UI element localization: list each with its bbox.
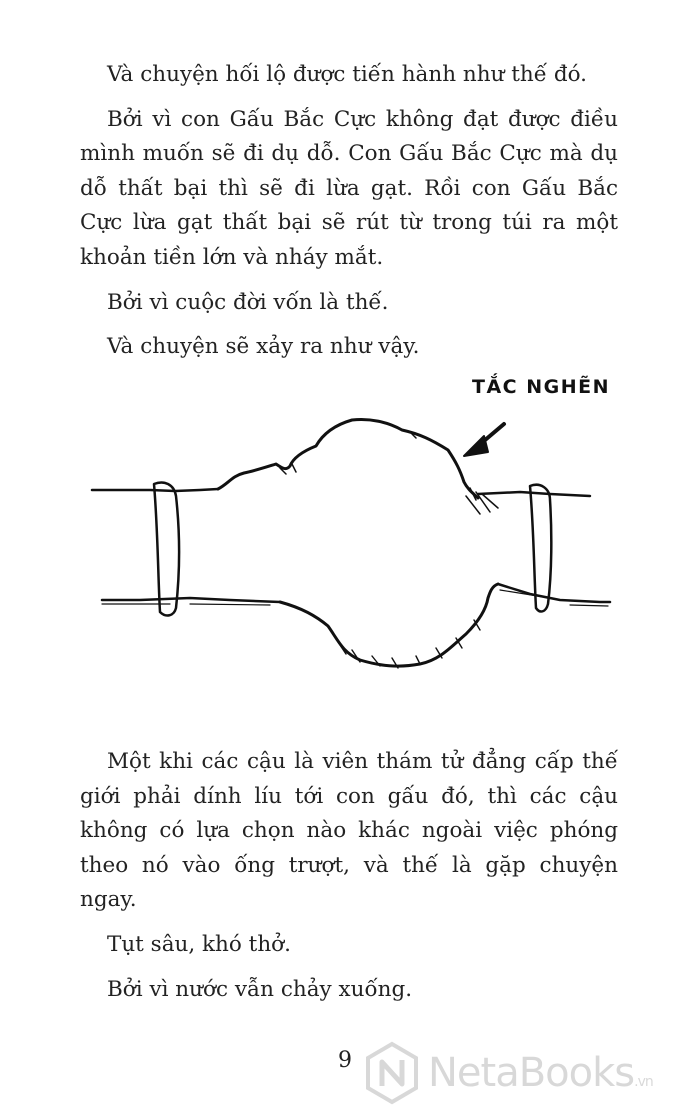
paragraph: Bởi vì nước vẫn chảy xuống. — [107, 976, 413, 1002]
watermark-name: NetaBooks — [428, 1050, 635, 1096]
watermark-logo — [362, 1040, 692, 1110]
blockage-label: TẮC NGHẼN — [472, 376, 611, 398]
paragraph: Một khi các cậu là viên thám tử đẳng cấp thế giới phải dính líu tới con gấu đó, thì các cậu không có lựa chọn nào khác ngoài việc phóng theo nó vào ống trượt, và thế là gặp chuyện ngay. — [80, 749, 618, 913]
paragraph: Và chuyện sẽ xảy ra như vậy. — [107, 334, 420, 360]
top-text-block — [80, 58, 618, 375]
netabooks-logo-icon — [362, 1040, 422, 1106]
paragraph: Bởi vì cuộc đời vốn là thế. — [107, 289, 389, 315]
paragraph: Tụt sâu, khó thở. — [107, 931, 291, 957]
watermark-suffix: .vn — [634, 1074, 653, 1090]
arrow-icon — [464, 424, 504, 456]
page-number: 9 — [338, 1048, 352, 1073]
pipe-blockage-drawing — [80, 372, 640, 702]
bottom-text-block — [80, 745, 618, 1017]
paragraph: Và chuyện hối lộ được tiến hành như thế đó. — [107, 62, 587, 87]
paragraph: Bởi vì con Gấu Bắc Cực không đạt được điều mình muốn sẽ đi dụ dỗ. Con Gấu Bắc Cực mà dụ dỗ thất bại thì sẽ đi lừa gạt. Rồi con Gấu Bắc Cực lừa gạt thất bại sẽ rút từ trong túi ra một khoản tiền lớn và nháy mắt. — [80, 106, 618, 270]
